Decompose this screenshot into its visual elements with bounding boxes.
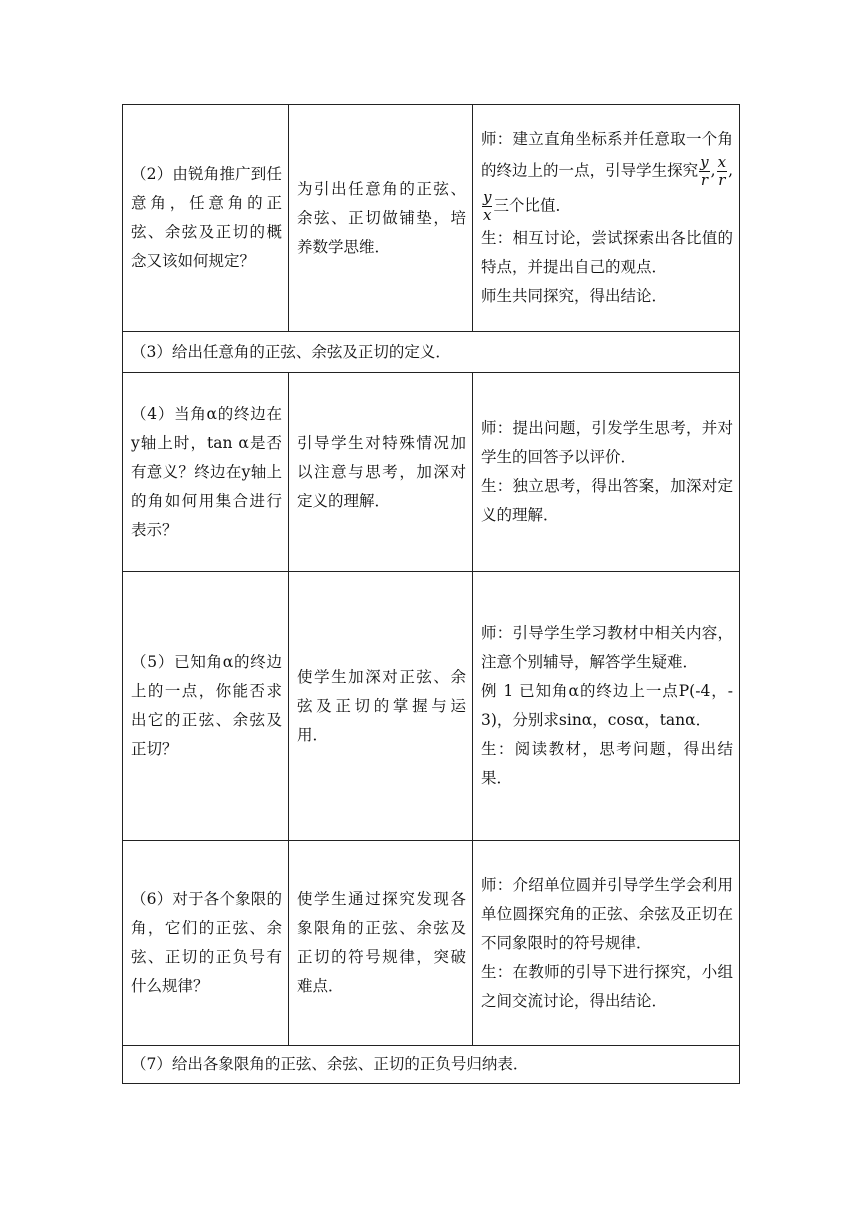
purpose-cell: 使学生加深对正弦、余弦及正切的掌握与运用． [289, 572, 473, 841]
fraction-numerator: x [717, 153, 727, 171]
summary-cell: （7）给出各象限角的正弦、余弦、正切的正负号归纳表． [123, 1046, 740, 1084]
table-row [123, 841, 740, 1046]
fraction-numerator: y [700, 153, 709, 171]
question-cell: （6）对于各个象限的角，它们的正弦、余弦、正切的正负号有什么规律？ [123, 841, 289, 1046]
purpose-cell: 使学生通过探究发现各象限角的正弦、余弦及正切的符号规律，突破难点． [289, 841, 473, 1046]
table-row [123, 105, 740, 332]
activity-text: 师：建立直角坐标系并任意取一个角的终边上的一点，引导学生探究 [481, 130, 733, 180]
ratio-fraction [717, 154, 727, 189]
table-row [123, 1046, 740, 1084]
activity-cell [473, 572, 740, 841]
purpose-cell: 为引出任意角的正弦、余弦、正切做铺垫，培养数学思维． [289, 105, 473, 332]
table-row [123, 373, 740, 572]
activity-line: 例 1 已知角α的终边上一点P(-4，-3)，分别求sinα，cosα，tanα． [481, 682, 733, 729]
activity-cell [473, 841, 740, 1046]
activity-line: 生：阅读教材，思考问题，得出结果． [481, 740, 733, 787]
purpose-cell: 引导学生对特殊情况加以注意与思考，加深对定义的理解． [289, 373, 473, 572]
fraction-denominator: r [700, 171, 708, 189]
activity-line: 生：独立思考，得出答案，加深对定义的理解． [481, 477, 733, 524]
ratio-fraction [699, 154, 709, 189]
question-cell: （4）当角α的终边在y轴上时，tan α是否有意义？终边在y轴上的角如何用集合进行表示？ [123, 373, 289, 572]
summary-cell: （3）给出任意角的正弦、余弦及正切的定义． [123, 332, 740, 373]
table-row [123, 332, 740, 373]
activity-cell [473, 373, 740, 572]
activity-line: 师：引导学生学习教材中相关内容，注意个别辅导，解答学生疑难． [481, 624, 733, 671]
activity-line: 师：建立直角坐标系并任意取一个角的终边上的一点，引导学生探究 $\frac{y}{r}$ , $\frac{x}{r}$ , $\frac{y}{x}$ 三个比值． [481, 130, 733, 224]
fraction-denominator: r [718, 171, 726, 189]
activity-line: 生：在教师的引导下进行探究，小组之间交流讨论，得出结论． [481, 962, 733, 1010]
activity-line: 师：介绍单位圆并引导学生学会利用单位圆探究角的正弦、余弦及正切在不同象限时的符号规律． [481, 875, 733, 952]
ratio-fraction [482, 189, 492, 224]
question-cell: （2）由锐角推广到任意角，任意角的正弦、余弦及正切的概念又该如何规定？ [123, 105, 289, 332]
activity-cell [473, 105, 740, 332]
fraction-denominator: x [483, 206, 492, 224]
lesson-plan-table [122, 104, 740, 1084]
table-row [123, 572, 740, 841]
activity-line: 师生共同探究，得出结论． [481, 287, 668, 305]
activity-line: 师：提出问题，引发学生思考，并对学生的回答予以评价． [481, 419, 733, 466]
fraction-numerator: y [483, 188, 492, 206]
activity-line: 生：相互讨论，尝试探索出各比值的特点，并提出自己的观点． [481, 229, 733, 276]
activity-text: 三个比值． [493, 196, 571, 215]
question-cell: （5）已知角α的终边上的一点，你能否求出它的正弦、余弦及正切？ [123, 572, 289, 841]
